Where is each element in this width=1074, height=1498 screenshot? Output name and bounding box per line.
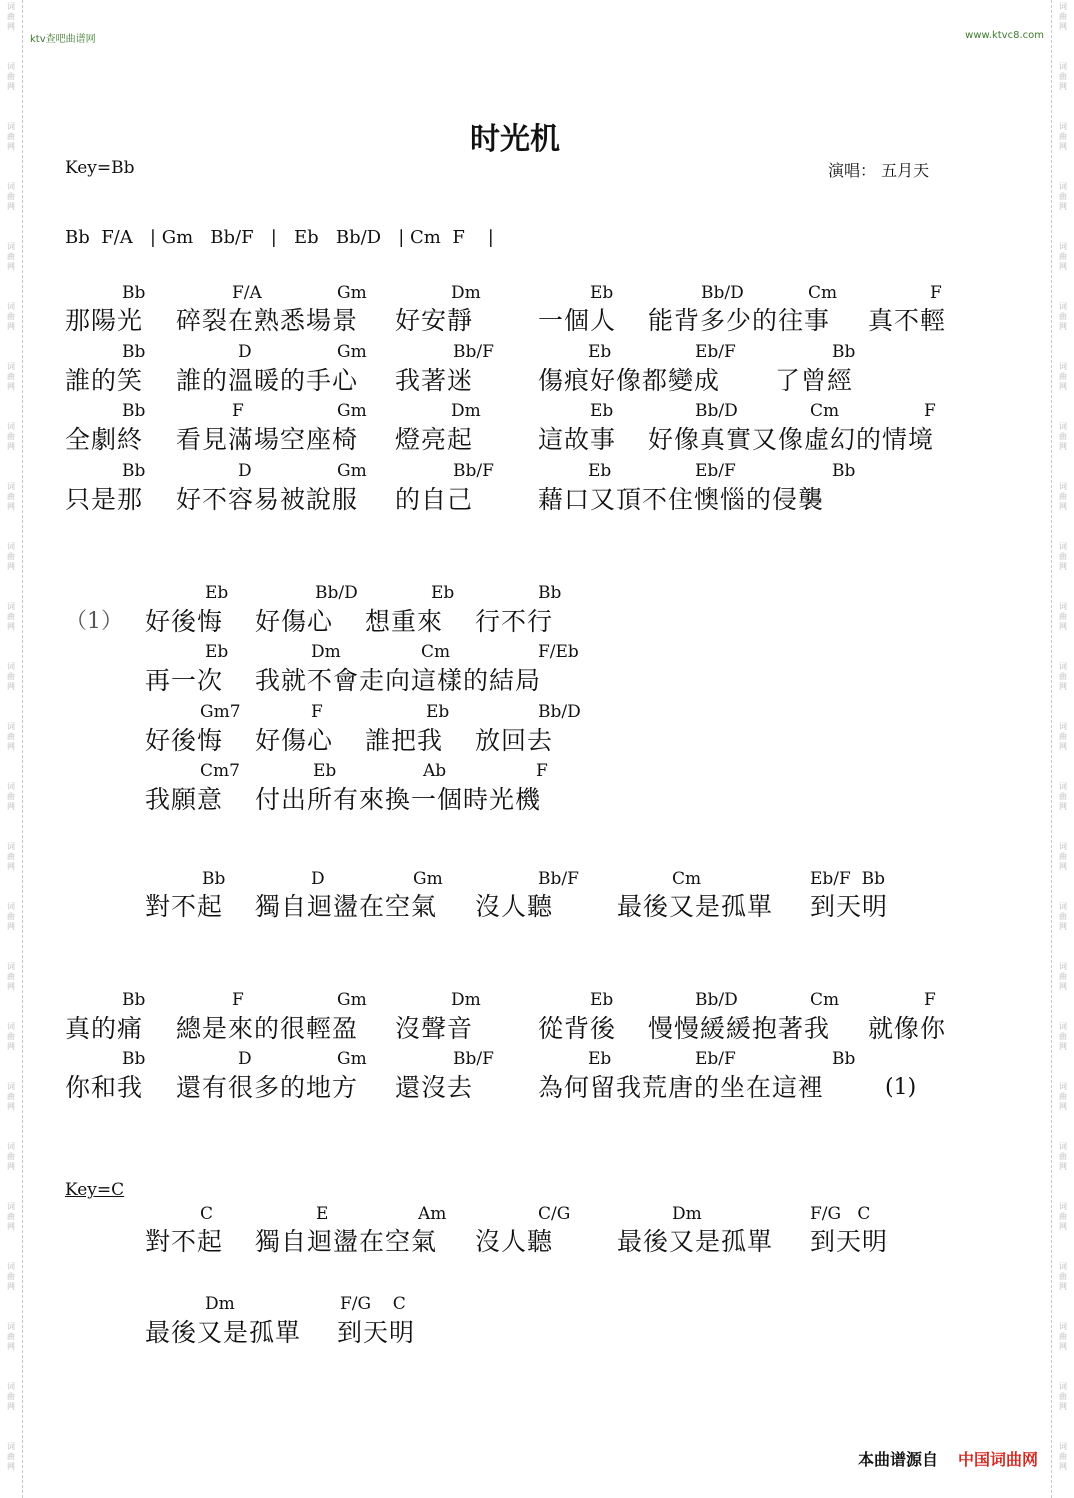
chord: Eb/F (695, 342, 736, 362)
lyric: 真不輕 (868, 306, 947, 335)
watermark-text: 词曲网 (1059, 182, 1067, 211)
chord: D (238, 461, 252, 481)
chord: F/Eb (538, 642, 579, 662)
watermark-text: 词曲网 (1059, 422, 1067, 451)
watermark-text: 词曲网 (7, 182, 15, 211)
lyric: 看見滿場空座椅 (176, 425, 359, 454)
footer-credit (858, 1447, 1038, 1470)
watermark-text: 词曲网 (7, 602, 15, 631)
chord: Bb (202, 869, 226, 889)
lyric: 那陽光 (65, 306, 144, 335)
watermark-text: 词曲网 (7, 1082, 15, 1111)
chord: D (311, 869, 325, 889)
chord: Eb/F Bb (810, 869, 885, 889)
chord: Bb (122, 342, 146, 362)
chord: Cm (810, 990, 840, 1010)
chord: F (924, 401, 936, 421)
watermark-text: 词曲网 (1059, 1382, 1067, 1411)
lyric: 碎裂在熟悉場景 (176, 306, 359, 335)
watermark-text: 词曲网 (1059, 1442, 1067, 1471)
lyric: 燈亮起 (395, 425, 474, 454)
chord: Dm (451, 990, 481, 1010)
lyric: 好傷心 (255, 726, 334, 755)
watermark-text: 词曲网 (7, 2, 15, 31)
watermark-text: 词曲网 (7, 842, 15, 871)
chord: Bb (122, 1049, 146, 1069)
chord: Dm (672, 1204, 702, 1224)
lyric: 一個人 (538, 306, 617, 335)
chord: Cm (672, 869, 702, 889)
chord: Am (418, 1204, 447, 1224)
left-margin-strip (0, 0, 23, 1498)
chord: Cm (810, 401, 840, 421)
watermark-text: 词曲网 (1059, 1082, 1067, 1111)
chord: Eb (431, 583, 455, 603)
lyric: 能背多少的往事 (648, 306, 831, 335)
chord: F (930, 283, 942, 303)
watermark-text: 词曲网 (7, 482, 15, 511)
lyric: 到天明 (810, 1227, 889, 1256)
chord: C (200, 1204, 214, 1224)
lyric: 就像你 (868, 1014, 947, 1043)
watermark-text: 词曲网 (1059, 1262, 1067, 1291)
lyric: 好不容易被說服 (176, 485, 359, 514)
lyric: 總是來的很輕盈 (176, 1014, 359, 1043)
watermark-text: 词曲网 (7, 1202, 15, 1231)
lyric: 全劇終 (65, 425, 144, 454)
lyric: 行不行 (475, 607, 554, 636)
chord: Eb (588, 1049, 612, 1069)
watermark-text: 词曲网 (1059, 722, 1067, 751)
chord: Bb/F (453, 461, 494, 481)
lyric: 好後悔 (145, 607, 224, 636)
watermark-text: 词曲网 (1059, 362, 1067, 391)
chord: Bb/F (538, 869, 579, 889)
chord: Bb/D (538, 702, 581, 722)
chord: Gm (337, 990, 367, 1010)
lyric: 好像真實又像虛幻的情境 (648, 425, 935, 454)
chord: Eb (590, 401, 614, 421)
lyric: 沒人聽 (475, 892, 554, 921)
chord: Gm7 (200, 702, 241, 722)
lyric: 了曾經 (775, 366, 854, 395)
chord: F/G C (810, 1204, 871, 1224)
chord: Ab (423, 761, 447, 781)
watermark-text: 词曲网 (1059, 62, 1067, 91)
lyric: 你和我 (65, 1073, 144, 1102)
watermark-text: 词曲网 (1059, 2, 1067, 31)
lyric: 誰把我 (365, 726, 444, 755)
lyric: 付出所有來換一個時光機 (255, 785, 542, 814)
watermark-text: 词曲网 (7, 362, 15, 391)
watermark-text: 词曲网 (7, 1142, 15, 1171)
lyric: 為何留我荒唐的坐在這裡 (538, 1073, 825, 1102)
watermark-text: 词曲网 (1059, 782, 1067, 811)
lyric: 好後悔 (145, 726, 224, 755)
right-margin-strip (1051, 0, 1074, 1498)
lyric: 我著迷 (395, 366, 474, 395)
watermark-text: 词曲网 (7, 242, 15, 271)
chord: Bb (832, 1049, 856, 1069)
chord: Bb/D (695, 990, 738, 1010)
chord: Dm (451, 401, 481, 421)
chord: E (316, 1204, 329, 1224)
watermark-text: 词曲网 (1059, 962, 1067, 991)
chord: Eb (588, 342, 612, 362)
chord: F (924, 990, 936, 1010)
lyric: 好安靜 (395, 306, 474, 335)
lyric: 我願意 (145, 785, 224, 814)
watermark-text: 词曲网 (1059, 122, 1067, 151)
chord: F (311, 702, 323, 722)
chord: Bb/F (453, 1049, 494, 1069)
watermark-text: 词曲网 (1059, 1322, 1067, 1351)
watermark-text: 词曲网 (7, 542, 15, 571)
chord: Bb (122, 990, 146, 1010)
chord: Eb (590, 990, 614, 1010)
lyric: 還有很多的地方 (176, 1073, 359, 1102)
chord: Gm (337, 1049, 367, 1069)
chord: Eb (588, 461, 612, 481)
chord: Eb (205, 583, 229, 603)
chord: Bb (122, 461, 146, 481)
watermark-text: 词曲网 (7, 302, 15, 331)
chord: D (238, 1049, 252, 1069)
chord: Bb (832, 461, 856, 481)
watermark-text: 词曲网 (7, 1262, 15, 1291)
lyric: 最後又是孤單 (145, 1318, 302, 1347)
watermark-text: 词曲网 (1059, 842, 1067, 871)
watermark-text: 词曲网 (1059, 1022, 1067, 1051)
lyric: 誰的溫暖的手心 (176, 366, 359, 395)
lyric: 還沒去 (395, 1073, 474, 1102)
chord: Bb (832, 342, 856, 362)
watermark-text: 词曲网 (7, 62, 15, 91)
watermark-text: 词曲网 (1059, 662, 1067, 691)
chord: Eb (590, 283, 614, 303)
chord: Bb/D (695, 401, 738, 421)
chord: Gm (337, 401, 367, 421)
chord: D (238, 342, 252, 362)
chord: F/G C (340, 1294, 406, 1314)
chord: Gm (337, 283, 367, 303)
source-label: 本曲谱源自 (857, 1450, 938, 1469)
chord: Cm (421, 642, 451, 662)
lyric: 沒人聽 (475, 1227, 554, 1256)
chord: F (536, 761, 548, 781)
watermark-text: 词曲网 (7, 662, 15, 691)
watermark-text: 词曲网 (7, 1442, 15, 1471)
watermark-text: 词曲网 (1059, 542, 1067, 571)
chord: Dm (311, 642, 341, 662)
watermark-text: 词曲网 (7, 722, 15, 751)
chord: Dm (451, 283, 481, 303)
watermark-text: 词曲网 (7, 122, 15, 151)
lyric: 對不起 (145, 892, 224, 921)
site-url-right: www.ktvc8.com (965, 30, 1044, 41)
chord: Gm (337, 461, 367, 481)
watermark-text: 词曲网 (1059, 482, 1067, 511)
chord: Bb/D (315, 583, 358, 603)
lyric: 到天明 (810, 892, 889, 921)
song-key: Key=Bb (65, 158, 135, 178)
chord: Bb (122, 401, 146, 421)
watermark-text: 词曲网 (7, 1322, 15, 1351)
lyric: 放回去 (475, 726, 554, 755)
chorus-label: （1） (65, 609, 123, 634)
lyric: 最後又是孤單 (617, 892, 774, 921)
lyric: 對不起 (145, 1227, 224, 1256)
watermark-text: 词曲网 (7, 782, 15, 811)
brand-link[interactable]: 中国词曲网 (957, 1450, 1038, 1469)
chord: Eb (426, 702, 450, 722)
lyric: 誰的笑 (65, 366, 144, 395)
lyric: 藉口又頂不住懊惱的侵襲 (538, 485, 825, 514)
singer-credit: 演唱： 五月天 (828, 161, 930, 180)
lyric: 好傷心 (255, 607, 334, 636)
chord: Gm (337, 342, 367, 362)
lyric: 再一次 (145, 666, 224, 695)
lyric: 沒聲音 (395, 1014, 474, 1043)
watermark-text: 词曲网 (7, 1022, 15, 1051)
chord: Bb (538, 583, 562, 603)
chord: F (232, 401, 244, 421)
chord: Dm (205, 1294, 235, 1314)
watermark-text: 词曲网 (7, 1382, 15, 1411)
lyric: 的自己 (395, 485, 474, 514)
lyric: 我就不會走向這樣的結局 (255, 666, 542, 695)
lyric: 從背後 (538, 1014, 617, 1043)
chord: Bb (122, 283, 146, 303)
watermark-text: 词曲网 (1059, 1202, 1067, 1231)
chord: Eb/F (695, 1049, 736, 1069)
watermark-text: 词曲网 (1059, 902, 1067, 931)
chord: Bb/F (453, 342, 494, 362)
lyric: 只是那 (65, 485, 144, 514)
watermark-text: 词曲网 (7, 902, 15, 931)
repeat-marker: (1) (885, 1075, 917, 1100)
site-name-left: ktv查吧曲谱网 (30, 34, 96, 45)
lyric: 最後又是孤單 (617, 1227, 774, 1256)
intro-chords: Bb F/A | Gm Bb/F | Eb Bb/D | Cm F | (65, 227, 494, 248)
watermark-text: 词曲网 (1059, 302, 1067, 331)
lyric: 獨自迴盪在空氣 (255, 1227, 438, 1256)
watermark-text: 词曲网 (1059, 602, 1067, 631)
chord: F/A (232, 283, 262, 303)
lyric: 傷痕好像都變成 (538, 366, 721, 395)
watermark-text: 词曲网 (7, 962, 15, 991)
key-change: Key=C (65, 1180, 125, 1200)
song-title: 时光机 (470, 122, 560, 157)
lyric: 到天明 (337, 1318, 416, 1347)
watermark-text: 词曲网 (1059, 1142, 1067, 1171)
chord: Eb (205, 642, 229, 662)
lyric: 獨自迴盪在空氣 (255, 892, 438, 921)
lyric: 慢慢緩緩抱著我 (648, 1014, 831, 1043)
lyric: 想重來 (365, 607, 444, 636)
chord: Bb/D (701, 283, 744, 303)
chord: Cm (808, 283, 838, 303)
chord: Eb/F (695, 461, 736, 481)
watermark-text: 词曲网 (7, 422, 15, 451)
watermark-text: 词曲网 (1059, 242, 1067, 271)
chord: Gm (413, 869, 443, 889)
lyric: 真的痛 (65, 1014, 144, 1043)
chord: Cm7 (200, 761, 240, 781)
chord: Eb (313, 761, 337, 781)
lyric: 這故事 (538, 425, 617, 454)
chord: C/G (538, 1204, 571, 1224)
chord: F (232, 990, 244, 1010)
